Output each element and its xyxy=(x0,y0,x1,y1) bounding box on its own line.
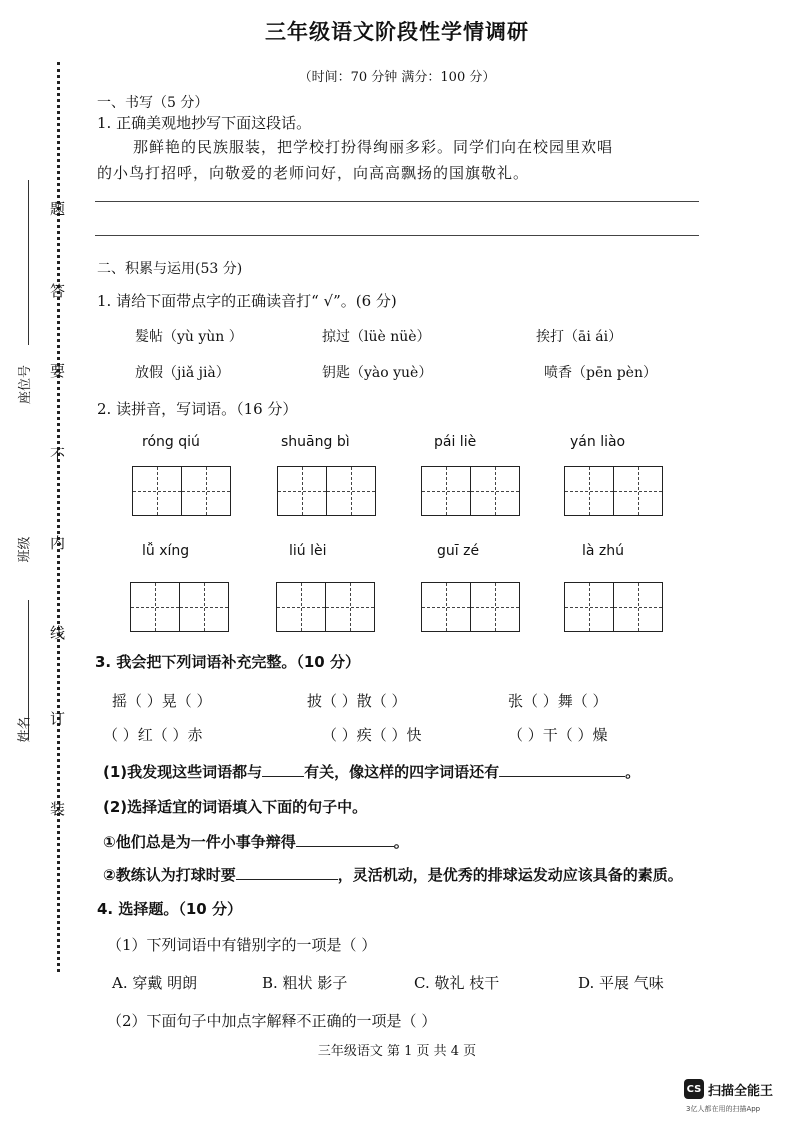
passage-line: 那鲜艳的民族服装，把学校打扮得绚丽多彩。同学们向在校园里欢唱 xyxy=(133,138,614,156)
answer-blank[interactable] xyxy=(236,879,338,880)
question: 1. 正确美观地抄写下面这段话。 xyxy=(97,114,312,132)
question: 2. 读拼音，写词语。（16 分） xyxy=(97,400,298,418)
choice-option[interactable]: D. 平展 气味 xyxy=(578,974,664,992)
scanner-name: 扫描全能王 xyxy=(708,1083,774,1099)
choice-option[interactable]: C. 敬礼 枝干 xyxy=(414,974,500,992)
question xyxy=(103,761,640,782)
question: 3. 我会把下列词语补充完整。（10 分） xyxy=(95,653,360,671)
answer-blank[interactable] xyxy=(499,776,625,777)
passage-line: 的小鸟打招呼，向敬爱的老师问好，向高高飘扬的国旗敬礼。 xyxy=(97,164,530,182)
seal-char: 要 xyxy=(50,362,66,380)
q3-1-text: (1)我发现这些词语都与 xyxy=(103,763,263,781)
section-heading: 一、书写（5 分） xyxy=(97,95,209,111)
pronunciation-item[interactable]: 喷香（pēn pèn） xyxy=(544,365,657,381)
tianzige-answer-box[interactable] xyxy=(277,466,376,516)
pinyin-prompt: liú lèi xyxy=(289,543,327,559)
idiom-fill-item[interactable]: （ ）疾（ ）快 xyxy=(322,726,422,744)
question: （1）下列词语中有错别字的一项是（ ） xyxy=(107,936,377,954)
pronunciation-item[interactable]: 钥匙（yào yuè） xyxy=(322,365,433,381)
question: (2)选择适宜的词语填入下面的句子中。 xyxy=(103,798,368,816)
question xyxy=(103,864,683,885)
tianzige-answer-box[interactable] xyxy=(564,582,663,632)
tianzige-answer-box[interactable] xyxy=(421,582,520,632)
q3-1-text: 。 xyxy=(625,763,641,781)
q3-1-text: 有关，像这样的四字词语还有 xyxy=(304,763,500,781)
choice-option[interactable]: B. 粗状 影子 xyxy=(262,974,348,992)
seat-fill-line xyxy=(28,180,29,345)
page-title: 三年级语文阶段性学情调研 xyxy=(265,20,529,44)
q3-2-text: ②教练认为打球时要 xyxy=(103,866,236,884)
pinyin-prompt: róng qiú xyxy=(142,434,200,450)
writing-line[interactable] xyxy=(95,235,699,236)
name-label: 姓名 xyxy=(17,716,33,743)
writing-line[interactable] xyxy=(95,201,699,202)
q3-2-text: ，灵活机动，是优秀的排球运发动应该具备的素质。 xyxy=(337,866,683,884)
exam-info: （时间：70 分钟 满分：100 分） xyxy=(298,70,496,85)
seal-char: 不 xyxy=(50,446,66,464)
section-heading: 二、积累与运用(53 分) xyxy=(97,261,243,277)
cs-scanner-icon: CS xyxy=(684,1079,704,1099)
idiom-fill-item[interactable]: 摇（ ）晃（ ） xyxy=(112,692,212,710)
tianzige-answer-box[interactable] xyxy=(132,466,231,516)
pinyin-prompt: là zhú xyxy=(582,543,625,559)
pronunciation-item[interactable]: 髮帖（yù yùn ） xyxy=(135,329,243,345)
seal-char: 订 xyxy=(50,710,66,728)
pronunciation-item[interactable]: 放假（jiǎ jià） xyxy=(135,365,230,381)
seal-char: 线 xyxy=(50,624,66,642)
pronunciation-item[interactable]: 挨打（āi ái） xyxy=(536,329,623,345)
scanner-tagline: 3亿人都在用的扫描App xyxy=(686,1105,761,1113)
seal-char: 装 xyxy=(50,800,66,818)
pinyin-prompt: pái liè xyxy=(434,434,477,450)
seal-char: 答 xyxy=(50,282,66,300)
question: 1. 请给下面带点字的正确读音打“ √”。(6 分) xyxy=(97,292,397,310)
question: 4. 选择题。（10 分） xyxy=(97,900,242,918)
pinyin-prompt: shuāng bì xyxy=(281,434,350,450)
pronunciation-item[interactable]: 掠过（lüè nüè） xyxy=(322,329,431,345)
pinyin-prompt: guī zé xyxy=(437,543,480,559)
idiom-fill-item[interactable]: （ ）红（ ）赤 xyxy=(103,726,203,744)
question: （2）下面句子中加点字解释不正确的一项是（ ） xyxy=(107,1012,437,1030)
q3-2-text: 。 xyxy=(393,833,409,851)
answer-blank[interactable] xyxy=(296,846,394,847)
choice-option[interactable]: A. 穿戴 明朗 xyxy=(112,974,198,992)
tianzige-answer-box[interactable] xyxy=(130,582,229,632)
idiom-fill-item[interactable]: （ ）干（ ）燥 xyxy=(508,726,608,744)
q3-2-text: ①他们总是为一件小事争辩得 xyxy=(103,833,296,851)
idiom-fill-item[interactable]: 张（ ）舞（ ） xyxy=(508,692,608,710)
pinyin-prompt: yán liào xyxy=(570,434,626,450)
page-footer: 三年级语文 第 1 页 共 4 页 xyxy=(317,1044,477,1059)
tianzige-answer-box[interactable] xyxy=(421,466,520,516)
seat-number-label: 座位号 xyxy=(18,364,34,405)
seal-char: 题 xyxy=(50,200,66,218)
class-label: 班级 xyxy=(17,536,33,563)
seal-char: 内 xyxy=(50,534,66,552)
question xyxy=(103,831,409,852)
pinyin-prompt: lǚ xíng xyxy=(142,543,190,559)
scanner-logo xyxy=(684,1079,773,1099)
tianzige-answer-box[interactable] xyxy=(564,466,663,516)
tianzige-answer-box[interactable] xyxy=(276,582,375,632)
idiom-fill-item[interactable]: 披（ ）散（ ） xyxy=(307,692,407,710)
answer-blank[interactable] xyxy=(262,776,304,777)
